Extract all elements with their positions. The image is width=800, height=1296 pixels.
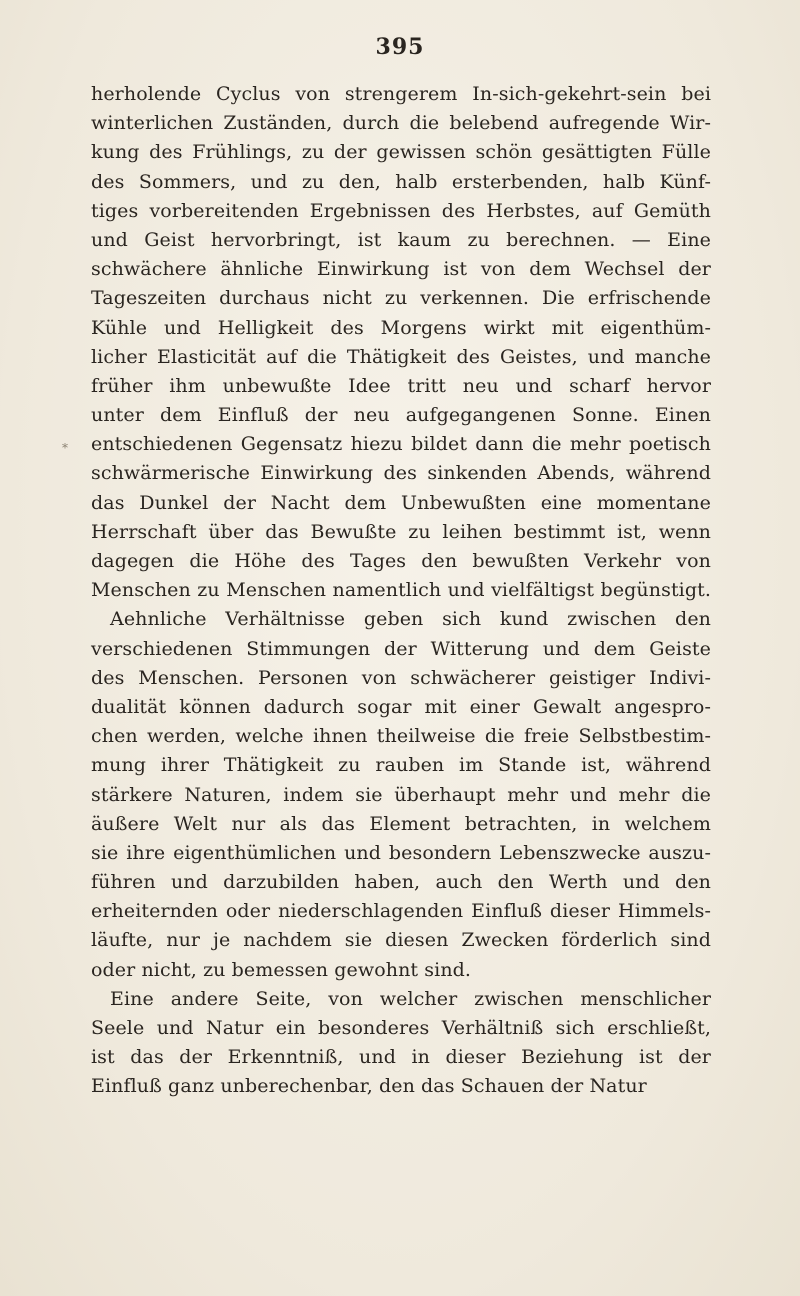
text-line: Seele und Natur ein besonderes Verhältniß sich erschließt, <box>91 1017 711 1039</box>
text-line: stärkere Naturen, indem sie überhaupt mehr und mehr die <box>91 783 711 806</box>
text-line: oder nicht, zu bemessen gewohnt sind. <box>91 958 472 981</box>
text-line: chen werden, welche ihnen theilweise die freie Selbstbestim- <box>91 725 711 748</box>
text-line: schwärmerische Einwirkung des sinkenden Abends, während <box>91 462 711 485</box>
text-line: unter dem Einfluß der neu aufgegangenen Sonne. Einen <box>91 404 711 427</box>
text-line: des Sommers, und zu den, halb ersterbenden, halb Künf- <box>91 170 711 193</box>
text-line: mung ihrer Thätigkeit zu rauben im Stande ist, während <box>91 754 711 777</box>
text-line: erheiternden oder niederschlagenden Einfluß dieser Himmels- <box>91 900 711 923</box>
text-line: licher Elasticität auf die Thätigkeit des Geistes, und manche <box>91 345 711 368</box>
text-line: herholende Cyclus von strengerem In-sich-gekehrt-sein bei <box>91 83 711 105</box>
text-line: verschiedenen Stimmungen der Witterung und dem Geiste <box>91 637 711 660</box>
text-line: das Dunkel der Nacht dem Unbewußten eine momentane <box>91 491 711 514</box>
text-line: Einfluß ganz unberechenbar, den das Schauen der Natur <box>91 1075 647 1098</box>
text-line: führen und darzubilden haben, auch den Werth und den <box>91 871 711 894</box>
text-line: Kühle und Helligkeit des Morgens wirkt mit eigenthüm- <box>91 316 711 339</box>
body-text <box>91 80 711 1102</box>
text-line: dagegen die Höhe des Tages den bewußten Verkehr von <box>91 550 711 572</box>
text-line: Eine andere Seite, von welcher zwischen menschlicher <box>110 987 711 1010</box>
text-line: und Geist hervorbringt, ist kaum zu berechnen. — Eine <box>91 228 711 251</box>
text-line: Herrschaft über das Bewußte zu leihen bestimmt ist, wenn <box>91 520 711 543</box>
text-line: Aehnliche Verhältnisse geben sich kund zwischen den <box>110 608 711 631</box>
text-line: tiges vorbereitenden Ergebnissen des Herbstes, auf Gemüth <box>91 199 711 222</box>
text-line: sie ihre eigenthümlichen und besondern Lebenszwecke auszu- <box>91 841 711 864</box>
text-line: schwächere ähnliche Einwirkung ist von dem Wechsel der <box>91 258 711 281</box>
text-line: dualität können dadurch sogar mit einer Gewalt angespro- <box>91 695 711 718</box>
text-line: Menschen zu Menschen namentlich und vielfältigst begünstigt. <box>91 579 711 602</box>
page-number: 395 <box>375 34 425 60</box>
margin-mark: ⁎ <box>62 437 68 451</box>
text-line: läufte, nur je nachdem sie diesen Zwecken förderlich sind <box>91 929 711 952</box>
text-line: kung des Frühlings, zu der gewissen schön gesättigten Fülle <box>91 141 711 164</box>
text-line: winterlichen Zuständen, durch die belebend aufregende Wir- <box>91 112 711 135</box>
text-line: äußere Welt nur als das Element betrachten, in welchem <box>91 812 711 835</box>
text-line: früher ihm unbewußte Idee tritt neu und scharf hervor <box>91 374 711 397</box>
text-line: Tageszeiten durchaus nicht zu verkennen. Die erfrischende <box>91 287 711 310</box>
text-line: des Menschen. Personen von schwächerer geistiger Indivi- <box>91 666 711 689</box>
text-line: ist das der Erkenntniß, und in dieser Beziehung ist der <box>91 1046 711 1069</box>
text-line: entschiedenen Gegensatz hiezu bildet dann die mehr poetisch <box>91 433 711 456</box>
